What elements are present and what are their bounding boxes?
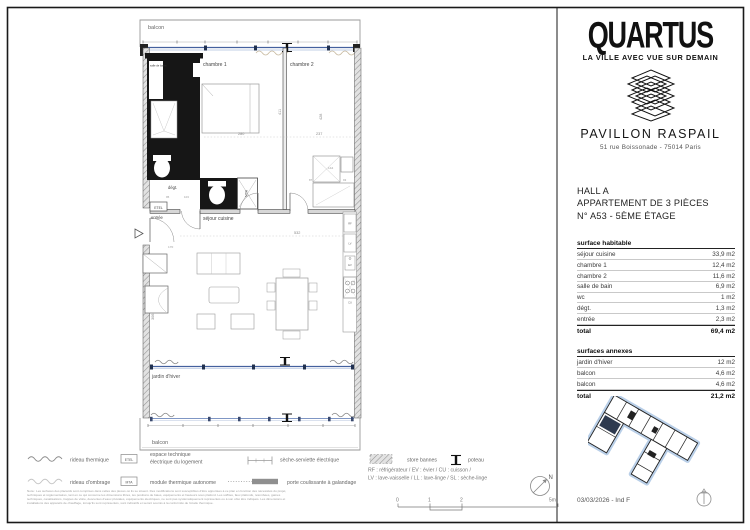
balcony-top [140,20,360,47]
building-logo-icon [618,68,684,122]
jardin-label: jardin d'hiver [152,374,181,380]
mta-legend-text: MTA [125,480,133,485]
hall-label: HALL A [577,186,610,196]
dim-280: 280 [238,132,245,136]
legend-abbr-line2: LV : lave-vaisselle / LL : lave-linge / SL : sèche-linge [368,475,488,482]
chambre2-label: chambre 2 [290,62,314,68]
etel-text: ETEL [154,205,163,210]
sejour-cuisine [135,202,357,339]
row-label: salle de bain [577,283,613,291]
legend-store-bannes: store bannes [407,457,437,464]
legend-rideau-thermique: rideau thermique [70,457,109,464]
dim-144: 144 [328,166,334,170]
bathroom-label: salle de bains [150,64,167,68]
row-value: 4,6 m2 [715,380,735,388]
note-line4: installations des appareils de chauffage, lorsqu'ils sont représentés, sont indicatifs et seront soumis à la conformité de l'étude thermique. [27,501,214,505]
scale-2: 2 [460,497,463,504]
bed-icon [202,84,259,133]
legend-poteau: poteau [468,457,484,464]
cu-label: CU [348,301,352,305]
surface-habitable-table [577,238,735,337]
table-total-row [577,325,735,337]
legend-etel-line1: espace technique [150,452,191,458]
dim-95: 95 [166,195,170,199]
mta-label: MTA [244,190,249,197]
north-label: N [548,475,553,481]
shower-icon [151,101,177,138]
dim-103: 103 [184,195,189,199]
thermal-curtain-icon [155,360,178,364]
row-label: chambre 2 [577,272,607,280]
table-row [577,357,735,368]
sideboard-icon [197,253,240,274]
total-label: total [577,392,591,400]
dim-237: 237 [316,132,323,136]
table-row [577,293,735,304]
legend-rideau-ombrage: rideau d'ombrage [70,480,111,486]
pouf-icon [197,314,215,329]
sejour-label: séjour cuisine [203,216,234,222]
row-value: 6,9 m2 [715,283,735,291]
table-row [577,249,735,260]
table-row [577,314,735,325]
table-row [577,260,735,271]
towel-dryer-icon [248,457,272,465]
row-value: 2,3 m2 [715,315,735,323]
dim-87: 87 [309,178,313,182]
note-line3: techniques, canalisations, trappes de visite, descentes d'eaux pluviales, équipements électriques, ne sont pas systématiquement représentés ou à son côté être indiqués. Les dimensions et [27,497,286,501]
etel-legend-text: ETEL [124,457,134,462]
entry-door-arc [150,218,174,242]
shade-curtain-legend-icon [28,479,62,484]
row-label: dégt. [577,304,592,312]
sink-icon [345,256,355,270]
dim-170: 170 [168,245,174,249]
legend-mta: module thermique autonome [150,480,217,486]
scale-bar [396,498,558,511]
total-value: 69,4 m2 [710,327,735,335]
table-row [577,379,735,390]
ev-label: EV [348,264,352,267]
row-value: 11,6 m2 [712,272,735,280]
rf-label: RF [348,222,352,226]
dim-532: 532 [294,231,301,235]
legend-seche-serviette: sèche-serviette électrique [280,457,340,464]
lv-label: LV [348,242,352,246]
bathroom [145,53,203,180]
row-value: 12,4 m2 [712,261,735,269]
legend-abbr-line1: RF : réfrigérateur / EV : évier / CU : cuisson / [368,467,471,474]
north-arrow-icon [531,475,553,496]
note-line1: Nota : Les surfaces des placards sont comprises dans celles des pièces où ils se situent. Des modifications sont susceptibles d'être apportées à ce plan en fonction des nécessités du projet, [27,489,287,493]
legend-etel-line2: électrique du logement [150,459,203,466]
door-arc [290,193,308,211]
total-value: 21,2 m2 [710,392,735,400]
dining-table-icon [276,278,308,330]
pouf-icon [231,314,254,329]
legend [28,452,487,486]
brand-logo: QUARTUS [587,13,714,56]
window-band-mid [150,358,354,370]
thermal-curtain-legend-icon [28,457,62,462]
date-indice: 03/03/2026 - Ind F [577,497,631,504]
table-header: surface habitable [577,238,735,250]
scale-0: 0 [396,497,399,504]
total-label: total [577,327,591,335]
degt-label: dégt. [168,185,178,190]
kitchen [343,212,357,332]
shade-curtain-icon [329,51,355,55]
thermal-curtain-icon [151,413,174,417]
chambre1-label: chambre 1 [203,62,227,68]
scale-5m: 5m [549,497,556,504]
brand-block [558,13,743,56]
dim-428: 428 [319,113,323,120]
note-line2: techniques et réglementaires, tant en ce qui concerne les dimensions libres, les positions de baies, équipements et hauteurs sous plafond. Les soffites, faux plafonds, retombées, gaines [27,493,281,497]
table-row [577,271,735,282]
bathroom-door [193,63,201,77]
chambre-2 [290,62,354,211]
column-legend-icon [451,456,461,465]
row-label: entrée [577,315,595,323]
unit-type: APPARTEMENT DE 3 PIÈCES [577,198,709,209]
row-label: chambre 1 [577,261,607,269]
row-label: jardin d'hiver [577,358,613,366]
coffee-table-icon [209,287,239,303]
table-row [577,303,735,314]
row-label: wc [577,294,585,302]
compass-icon [694,486,714,508]
balcony-bottom [140,418,360,450]
entrance-arrow-icon [135,229,143,238]
table-row [577,282,735,293]
unit-number: N° A53 - 5ÈME ÉTAGE [577,210,676,221]
row-value: 12 m2 [717,358,735,366]
title-block-panel [558,8,743,522]
project-address: 51 rue Boissonade - 75014 Paris [599,144,701,151]
balcony-top-label: balcon [148,25,165,31]
legend-porte-coulissante: porte coulissante à galandage [287,480,357,486]
pocket-door-icon [252,479,278,484]
scale-1: 1 [428,497,431,504]
balcony-bottom-label: balcon [152,440,169,446]
row-label: balcon [577,369,596,377]
row-label: séjour cuisine [577,250,616,258]
project-name: PAVILLON RASPAIL [580,127,721,141]
notes [27,489,286,505]
dim-93: 93 [343,178,347,182]
thermal-curtain-icon [330,360,353,364]
row-value: 1 m2 [721,294,735,302]
toilet-icon [209,186,225,205]
window-band-bottom [150,413,355,421]
wc-room [200,178,237,209]
table-header: surfaces annexes [577,346,735,358]
degagement [166,185,200,229]
thermal-curtain-icon [332,413,355,417]
row-value: 33,9 m2 [712,250,735,258]
entree-label: entrée [151,215,163,220]
unit-identity [577,185,743,222]
key-plan [588,396,718,491]
dim-411: 411 [278,108,282,115]
row-value: 1,3 m2 [715,304,735,312]
row-label: balcon [577,380,596,388]
brand-tagline: LA VILLE AVEC VUE SUR DEMAIN [582,53,719,62]
column-icon [280,358,290,366]
row-value: 4,6 m2 [715,369,735,377]
dim-306: 306 [151,313,155,320]
awning-legend-icon [370,455,392,464]
surfaces-annexes-table [577,346,735,402]
table-row [577,368,735,379]
